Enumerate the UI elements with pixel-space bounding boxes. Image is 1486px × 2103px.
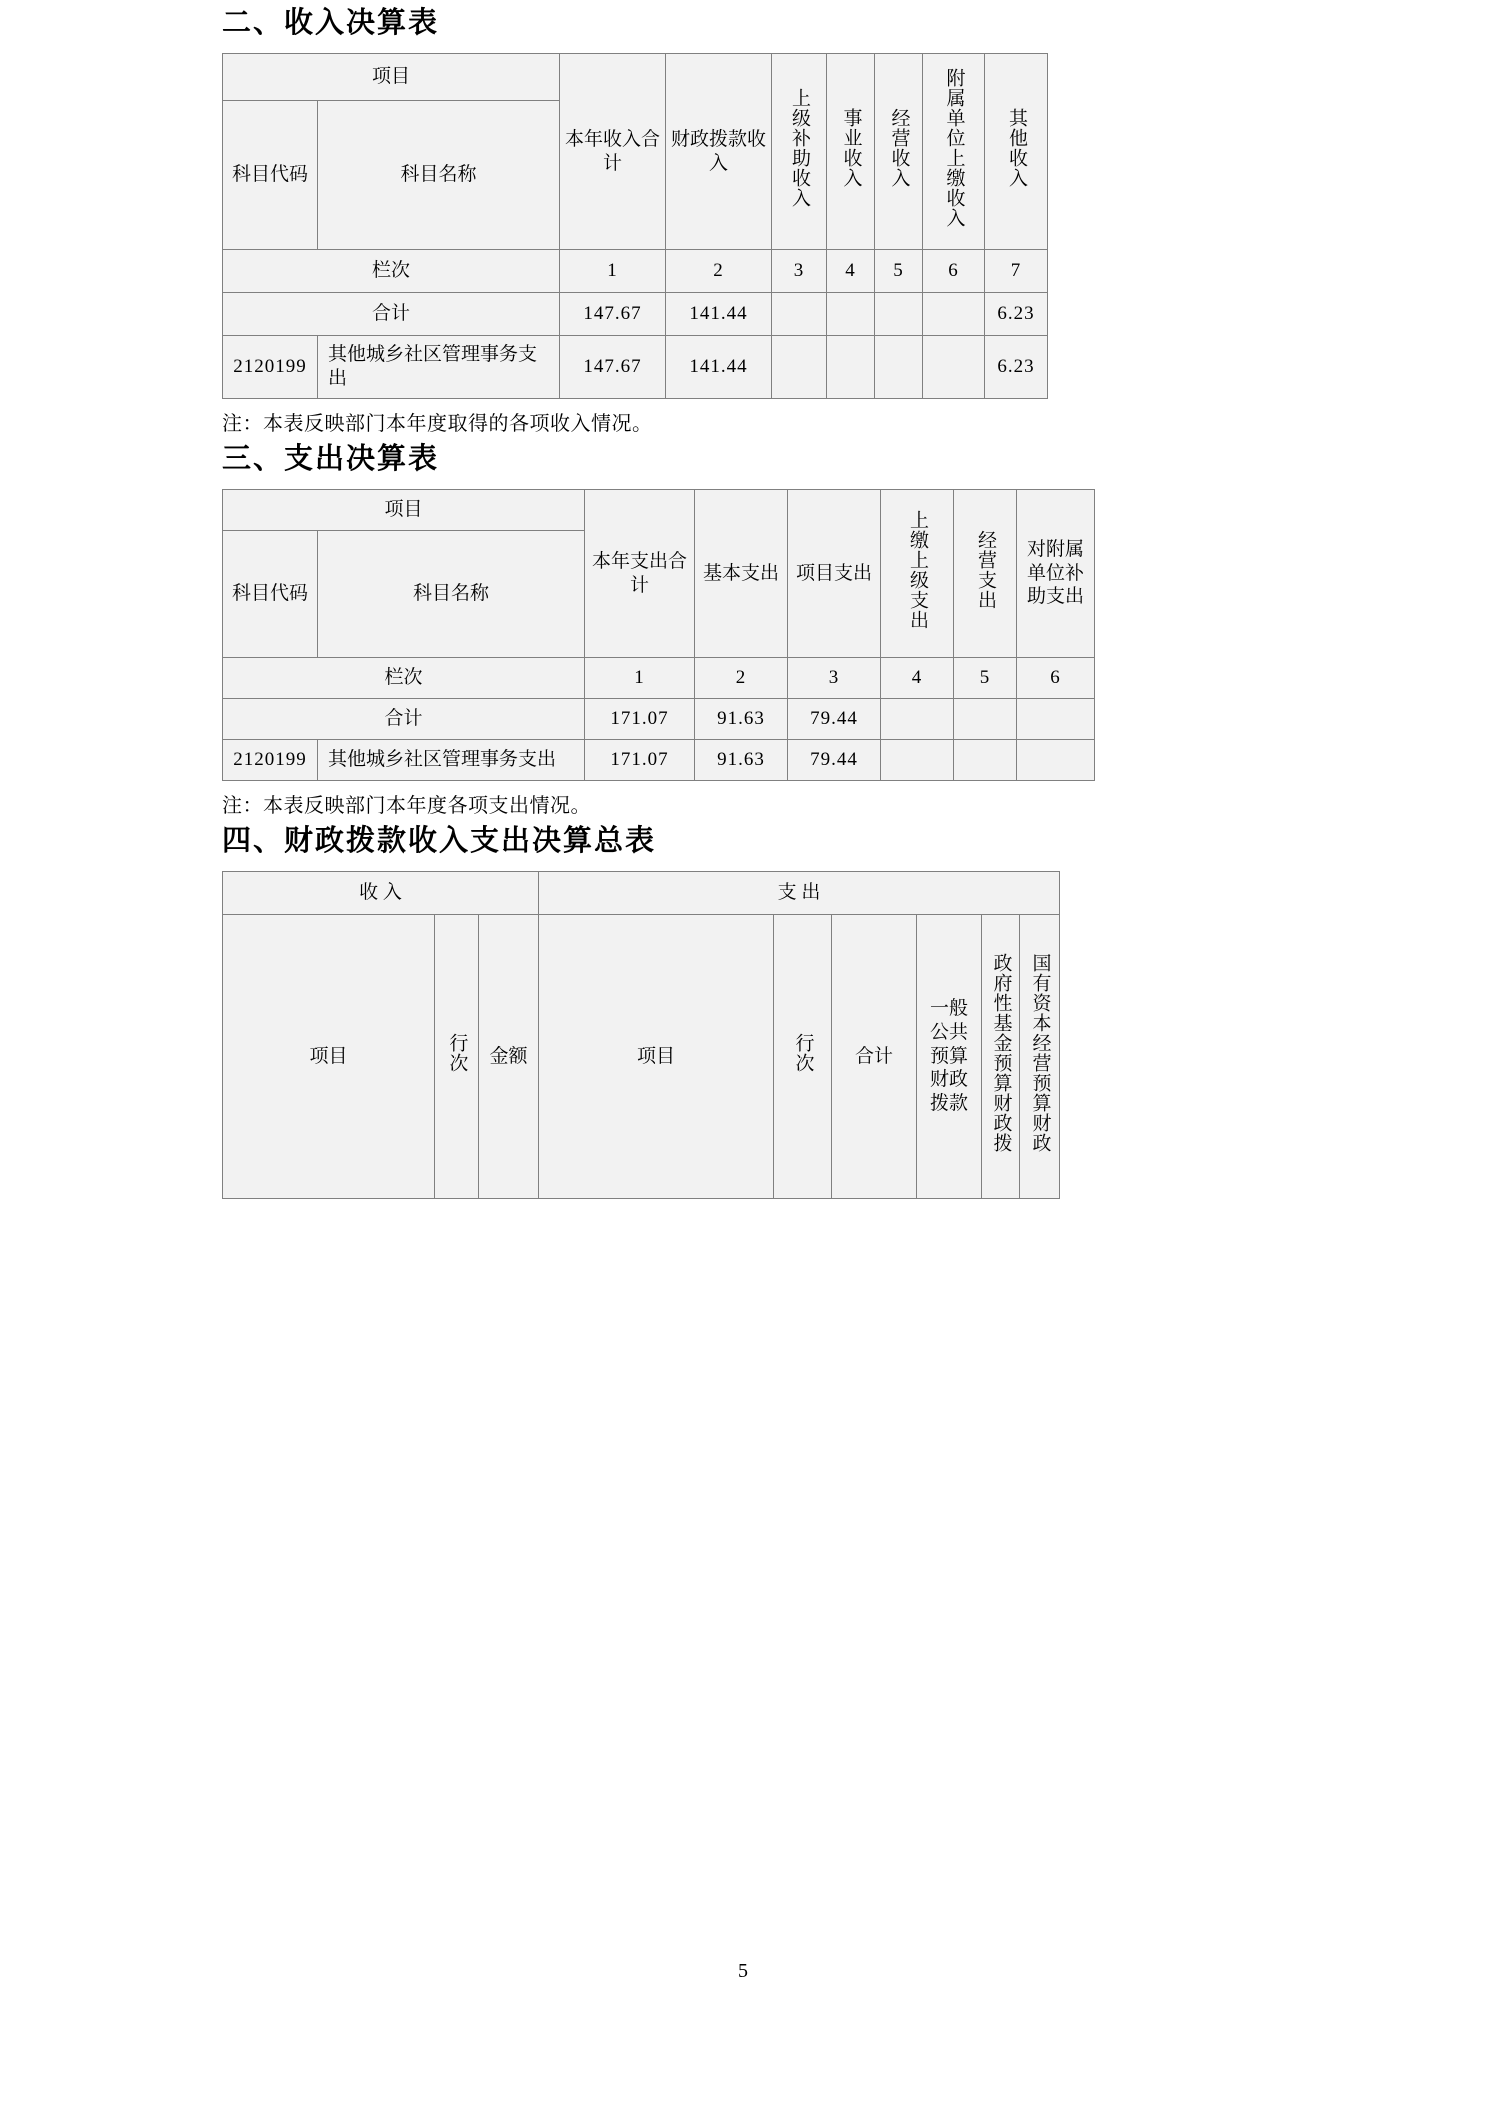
fiscal-header-expense-general — [917, 915, 982, 1199]
fiscal-header-income-line-label: 行次 — [446, 1033, 468, 1074]
expense-total-3: 79.44 — [788, 699, 881, 740]
fiscal-header-expense-general-label: 一般公共预算财政拨款 — [930, 998, 969, 1115]
expense-header-basic-label: 基本支出 — [703, 562, 780, 584]
expense-total-label: 合计 — [223, 699, 585, 740]
income-header-total — [560, 54, 666, 250]
expense-header-superior — [881, 490, 954, 658]
income-table-note: 注：本表反映部门本年度取得的各项收入情况。 — [222, 413, 653, 435]
fiscal-header-expense-stateowned — [1020, 915, 1060, 1199]
expense-row-code: 2120199 — [223, 740, 318, 781]
expense-row-value-3: 79.44 — [788, 740, 881, 781]
income-header-business-label: 事业收入 — [840, 108, 862, 189]
income-colindex-6: 6 — [923, 250, 985, 293]
fiscal-header-expense-stateowned-label: 国有资本经营预算财政 — [1029, 953, 1051, 1154]
income-header-operating-label: 经营收入 — [888, 108, 910, 189]
income-row-value-3 — [772, 336, 827, 399]
income-total-label: 合计 — [223, 293, 560, 336]
income-row-value-2: 141.44 — [666, 336, 772, 399]
income-row-name: 其他城乡社区管理事务支出 — [318, 336, 560, 399]
table-row — [223, 658, 1095, 699]
table-row — [223, 699, 1095, 740]
page-content — [222, 0, 1302, 1199]
expense-colindex-6: 6 — [1017, 658, 1095, 699]
expense-header-affiliated — [1017, 490, 1095, 658]
income-header-code: 科目代码 — [223, 101, 318, 250]
expense-colindex-label: 栏次 — [223, 658, 585, 699]
income-row-value-6 — [923, 336, 985, 399]
income-total-2: 141.44 — [666, 293, 772, 336]
income-total-4 — [827, 293, 875, 336]
section-title-income: 二、收入决算表 — [222, 5, 440, 39]
fiscal-summary-table-wrap — [222, 871, 1302, 1199]
section-title-expense: 三、支出决算表 — [222, 441, 440, 475]
income-row-value-1: 147.67 — [560, 336, 666, 399]
income-colindex-7: 7 — [985, 250, 1048, 293]
fiscal-header-expense-item: 项目 — [539, 915, 774, 1199]
expense-colindex-3: 3 — [788, 658, 881, 699]
table-row — [223, 915, 1060, 1199]
income-header-item: 项目 — [223, 54, 560, 101]
expense-row-value-5 — [954, 740, 1017, 781]
table-row — [223, 54, 1048, 101]
expense-colindex-4: 4 — [881, 658, 954, 699]
income-colindex-3: 3 — [772, 250, 827, 293]
fiscal-header-income-line — [435, 915, 479, 1199]
fiscal-header-income-item: 项目 — [223, 915, 435, 1199]
fiscal-header-income-amount: 金额 — [479, 915, 539, 1199]
income-row-value-7: 6.23 — [985, 336, 1048, 399]
income-colindex-5: 5 — [875, 250, 923, 293]
income-total-7: 6.23 — [985, 293, 1048, 336]
expense-total-4 — [881, 699, 954, 740]
table-row — [223, 336, 1048, 399]
expense-decision-table — [222, 489, 1095, 781]
income-header-superior — [772, 54, 827, 250]
expense-colindex-1: 1 — [585, 658, 695, 699]
expense-total-2: 91.63 — [695, 699, 788, 740]
expense-header-total-label: 本年支出合计 — [592, 550, 688, 596]
expense-table-note: 注：本表反映部门本年度各项支出情况。 — [222, 795, 591, 817]
expense-header-name: 科目名称 — [318, 531, 585, 658]
fiscal-header-expense-fund — [982, 915, 1020, 1199]
expense-header-total — [585, 490, 695, 658]
fiscal-summary-table — [222, 871, 1060, 1199]
income-header-other-label: 其他收入 — [1005, 108, 1027, 189]
expense-header-code: 科目代码 — [223, 531, 318, 658]
income-header-fiscal-label: 财政拨款收入 — [671, 128, 767, 174]
expense-row-name: 其他城乡社区管理事务支出 — [318, 740, 585, 781]
expense-row-value-2: 91.63 — [695, 740, 788, 781]
income-header-name: 科目名称 — [318, 101, 560, 250]
income-header-affiliated — [923, 54, 985, 250]
fiscal-header-income-group: 收 入 — [223, 872, 539, 915]
income-colindex-label: 栏次 — [223, 250, 560, 293]
expense-header-project — [788, 490, 881, 658]
income-colindex-2: 2 — [666, 250, 772, 293]
expense-header-project-label: 项目支出 — [796, 562, 873, 584]
income-decision-table — [222, 53, 1048, 399]
income-header-fiscal — [666, 54, 772, 250]
expense-row-value-6 — [1017, 740, 1095, 781]
income-total-6 — [923, 293, 985, 336]
income-header-superior-label: 上级补助收入 — [788, 88, 810, 209]
table-row — [223, 872, 1060, 915]
expense-header-item: 项目 — [223, 490, 585, 531]
table-row — [223, 740, 1095, 781]
expense-header-basic — [695, 490, 788, 658]
income-total-5 — [875, 293, 923, 336]
expense-total-1: 171.07 — [585, 699, 695, 740]
page-number: 5 — [738, 1960, 748, 1982]
income-header-affiliated-label: 附属单位上缴收入 — [943, 68, 965, 229]
income-total-1: 147.67 — [560, 293, 666, 336]
expense-table-wrap — [222, 489, 1302, 781]
income-colindex-4: 4 — [827, 250, 875, 293]
income-header-total-label: 本年收入合计 — [565, 128, 661, 174]
income-header-business — [827, 54, 875, 250]
fiscal-header-expense-total: 合计 — [832, 915, 917, 1199]
income-row-code: 2120199 — [223, 336, 318, 399]
income-header-operating — [875, 54, 923, 250]
table-row — [223, 250, 1048, 293]
expense-row-value-4 — [881, 740, 954, 781]
income-table-wrap — [222, 53, 1302, 399]
income-colindex-1: 1 — [560, 250, 666, 293]
income-header-other — [985, 54, 1048, 250]
fiscal-header-expense-line-label: 行次 — [792, 1033, 814, 1074]
expense-total-6 — [1017, 699, 1095, 740]
table-row — [223, 293, 1048, 336]
fiscal-header-expense-line — [774, 915, 832, 1199]
table-row — [223, 490, 1095, 531]
income-row-value-5 — [875, 336, 923, 399]
expense-header-operating-label: 经营支出 — [974, 530, 996, 611]
income-row-value-4 — [827, 336, 875, 399]
fiscal-header-expense-group: 支 出 — [539, 872, 1060, 915]
expense-colindex-2: 2 — [695, 658, 788, 699]
expense-header-superior-label: 上缴上级支出 — [906, 510, 928, 631]
income-total-3 — [772, 293, 827, 336]
expense-colindex-5: 5 — [954, 658, 1017, 699]
fiscal-header-expense-fund-label: 政府性基金预算财政拨 — [990, 953, 1012, 1154]
expense-row-value-1: 171.07 — [585, 740, 695, 781]
expense-total-5 — [954, 699, 1017, 740]
expense-header-operating — [954, 490, 1017, 658]
section-title-fiscal-summary: 四、财政拨款收入支出决算总表 — [222, 823, 657, 857]
expense-header-affiliated-label: 对附属单位补助支出 — [1027, 538, 1085, 608]
